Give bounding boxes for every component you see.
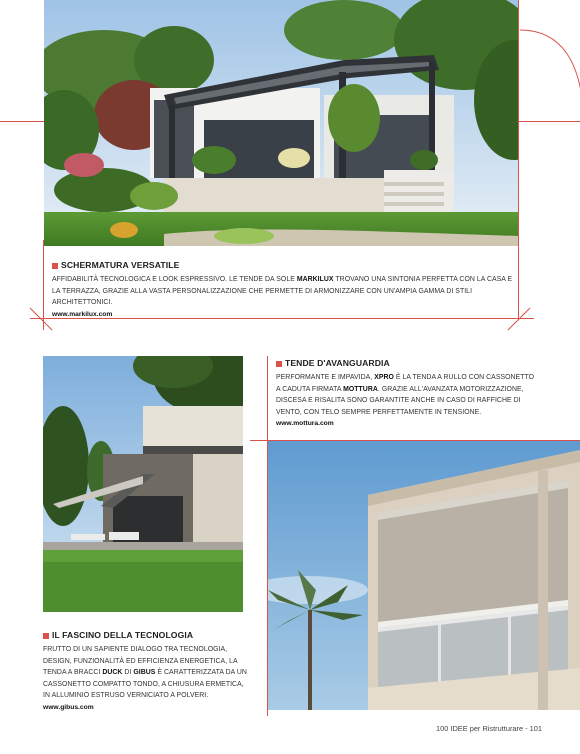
section-mottura <box>276 358 534 427</box>
section-body <box>52 274 514 309</box>
body-run: FRUTTO DI UN SAPIENTE DIALOGO TRA TECNOLOGIA, DESIGN, FUNZIONALITÀ ED EFFICIENZA ENERGETICA, LA TENDA A BRACCI <box>43 646 238 677</box>
brand-name: XPRO <box>374 374 394 381</box>
crop-rule-right-photo-left <box>267 356 268 716</box>
crop-rule-left-vertical <box>43 240 44 330</box>
section-markilux <box>52 260 514 318</box>
mottura-link[interactable]: www.mottura.com <box>276 420 334 428</box>
heading-text: SCHERMATURA VERSATILE <box>61 260 180 270</box>
body-run: PERFORMANTE E IMPAVIDA, <box>276 374 375 381</box>
section-body <box>276 372 534 418</box>
body-run: TROVANO UNA SINTONIA PERFETTA CON LA CASA E LA TERRAZZA, GRAZIE ALLA VASTA PERSONALIZZAZIONE CHE PERMETTE DI ARMONIZZARE CON UN'AMPIA GAMMA DI STILI ARCHITETTONICI. <box>52 276 513 307</box>
crop-rule-top-right <box>518 121 580 122</box>
crop-rule-right-vertical <box>518 0 519 320</box>
markilux-link[interactable]: www.markilux.com <box>52 310 113 318</box>
crop-rule-top-left <box>0 121 44 122</box>
body-run: . GRAZIE ALL'AVANZATA MOTORIZZAZIONE, DISCESA E RISALITA SONO GARANTITE ANCHE IN CASO DI RAFFICHE DI VENTO, CON TELO SEMPRE PERFETTAMENTE IN TENSIONE. <box>276 385 524 416</box>
heading-text: IL FASCINO DELLA TECNOLOGIA <box>52 630 194 640</box>
decorative-arc-top-right <box>510 20 580 140</box>
crop-rule-mid-horizontal <box>30 318 534 319</box>
heading-text: TENDE D'AVANGUARDIA <box>285 358 390 368</box>
body-run: AFFIDABILITÀ TECNOLOGICA E LOOK ESPRESSIVO. LE TENDE DA SOLE <box>52 276 297 283</box>
crop-cross-mid-left <box>28 306 54 332</box>
body-run: DI <box>122 669 134 677</box>
page-folio: 100 IDEE per Ristrutturare - 101 <box>436 724 542 733</box>
body-run: È CARATTERIZZATA DA UN CASSONETTO COMPATTO TONDO, A CHIUSURA ERMETICA, IN ALLUMINIO ESTRUSO VERNICIATO A POLVERI. <box>43 669 247 700</box>
section-gibus <box>43 630 248 711</box>
gibus-awning-photo <box>43 356 243 612</box>
mottura-roller-blind-photo <box>268 440 580 710</box>
gibus-link[interactable]: www.gibus.com <box>43 703 94 711</box>
red-square-bullet-icon <box>276 361 282 367</box>
markilux-pergola-photo <box>44 0 518 246</box>
brand-name: MARKILUX <box>296 276 334 283</box>
section-heading <box>276 358 534 369</box>
red-square-bullet-icon <box>52 263 58 269</box>
brand-name: DUCK <box>102 669 123 677</box>
brand-name: GIBUS <box>133 669 156 677</box>
section-body <box>43 644 248 702</box>
section-heading <box>43 630 248 641</box>
crop-rule-right-photo-top <box>250 440 580 441</box>
brand-name: MOTTURA <box>343 385 378 393</box>
red-square-bullet-icon <box>43 633 49 639</box>
body-run: È LA TENDA A RULLO CON CASSONETTO A CADUTA FIRMATA <box>276 374 535 393</box>
section-heading <box>52 260 514 271</box>
